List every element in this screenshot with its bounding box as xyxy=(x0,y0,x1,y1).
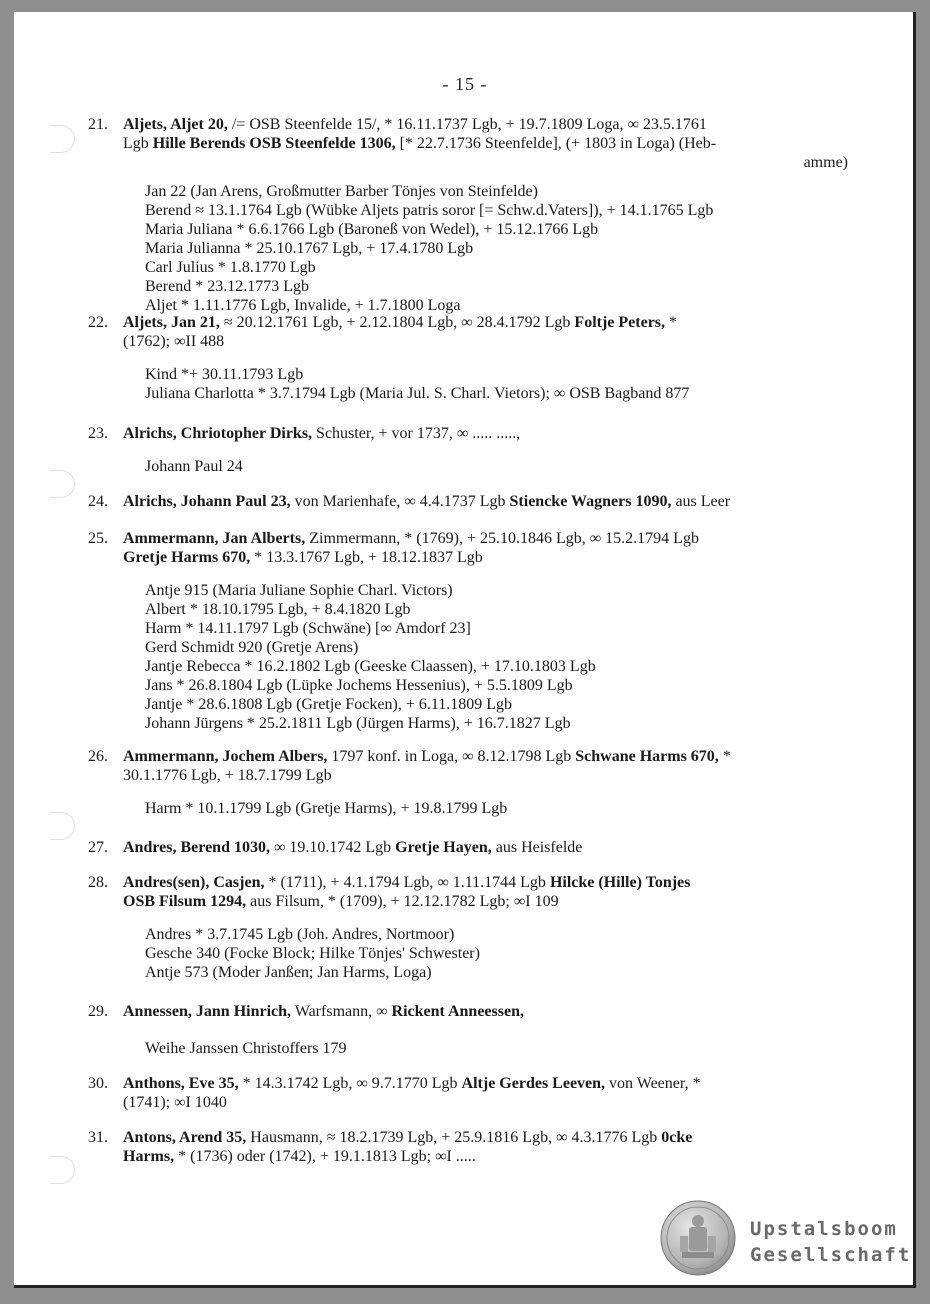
entry-28 xyxy=(88,873,858,982)
entry-line xyxy=(123,1128,858,1147)
entry-27 xyxy=(88,838,858,857)
child-item: Antje 915 (Maria Juliane Sophie Charl. Victors) xyxy=(145,582,453,599)
child-item: Harm * 10.1.1799 Lgb (Gretje Harms), + 19.8.1799 Lgb xyxy=(145,800,508,817)
entry-number: 28. xyxy=(88,874,108,891)
spouse-name: Altje Gerdes Leeven, xyxy=(461,1075,606,1092)
child-item: Antje 573 (Moder Janßen; Jan Harms, Loga) xyxy=(145,964,432,981)
entry-name: Aljets, Aljet 20, xyxy=(123,116,228,133)
entry-text: Hausmann, ≈ 18.2.1739 Lgb, + 25.9.1816 Lgb, ∞ 4.3.1776 Lgb xyxy=(246,1129,662,1146)
child-item: Berend * 23.12.1773 Lgb xyxy=(145,278,309,295)
logo-line-2: Gesellschaft xyxy=(750,1244,912,1266)
child-item: Gerd Schmidt 920 (Gretje Arens) xyxy=(145,639,359,656)
entry-number: 27. xyxy=(88,839,108,856)
spouse-name: Gretje Hayen, xyxy=(395,839,492,856)
entry-line: amme) xyxy=(803,154,848,171)
entry-line xyxy=(123,1002,858,1021)
entry-name: Alrichs, Johann Paul 23, xyxy=(123,493,291,510)
children-list xyxy=(145,581,858,733)
entry-line: (1741); ∞I 1040 xyxy=(123,1094,227,1111)
entry-name: Anthons, Eve 35, xyxy=(123,1075,239,1092)
entry-line xyxy=(123,492,858,511)
entry-text: von Weener, * xyxy=(605,1075,701,1092)
page-number: - 15 - xyxy=(442,74,488,94)
entry-text: * 13.3.1767 Lgb, + 18.12.1837 Lgb xyxy=(250,549,483,566)
spouse-name: OSB Filsum 1294, xyxy=(123,893,247,910)
child-item: Jantje * 28.6.1808 Lgb (Gretje Focken), + 6.11.1809 Lgb xyxy=(145,696,513,713)
child-item: Juliana Charlotta * 3.7.1794 Lgb (Maria Jul. S. Charl. Vietors); ∞ OSB Bagband 877 xyxy=(145,385,690,402)
entry-number: 22. xyxy=(88,314,108,331)
child-item: Maria Juliana * 6.6.1766 Lgb (Baroneß von Wedel), + 15.12.1766 Lgb xyxy=(145,221,599,238)
child-item: Weihe Janssen Christoffers 179 xyxy=(145,1040,347,1057)
entry-name: Andres, Berend 1030, xyxy=(123,839,270,856)
entry-text: * (1711), + 4.1.1794 Lgb, ∞ 1.11.1744 Lgb xyxy=(264,874,550,891)
spouse-name: Foltje Peters, xyxy=(574,314,666,331)
entry-number: 25. xyxy=(88,530,108,547)
entry-name: Annessen, Jann Hinrich, xyxy=(123,1003,292,1020)
entry-number: 24. xyxy=(88,493,108,510)
entry-number: 21. xyxy=(88,116,108,133)
child-item: Johann Paul 24 xyxy=(145,458,243,475)
society-name xyxy=(750,1216,911,1268)
entry-text: /= OSB Steenfelde 15/, * 16.11.1737 Lgb, + 19.7.1809 Loga, ∞ 23.5.1761 xyxy=(227,116,707,133)
entry-name: Andres(sen), Casjen, xyxy=(123,874,265,891)
entry-21 xyxy=(88,115,858,315)
entry-line: (1762); ∞II 488 xyxy=(123,333,225,350)
spouse-name: Stiencke Wagners 1090, xyxy=(509,493,672,510)
entry-text: * 14.3.1742 Lgb, ∞ 9.7.1770 Lgb xyxy=(238,1075,462,1092)
child-item: Johann Jürgens * 25.2.1811 Lgb (Jürgen Harms), + 16.7.1827 Lgb xyxy=(145,715,571,732)
entry-30 xyxy=(88,1074,858,1112)
entry-line xyxy=(123,424,858,443)
entry-text: von Marienhafe, ∞ 4.4.1737 Lgb xyxy=(290,493,510,510)
entry-text: * xyxy=(718,748,731,765)
entry-number: 26. xyxy=(88,748,108,765)
child-item: Carl Julius * 1.8.1770 Lgb xyxy=(145,259,316,276)
child-item: Jan 22 (Jan Arens, Großmutter Barber Tönjes von Steinfelde) xyxy=(145,183,538,200)
entry-line xyxy=(123,529,858,548)
child-item: Berend ≈ 13.1.1764 Lgb (Wübke Aljets patris soror [= Schw.d.Vaters]), + 14.1.1765 Lgb xyxy=(145,202,714,219)
spouse-name: Gretje Harms 670, xyxy=(123,549,251,566)
entry-name: Ammermann, Jan Alberts, xyxy=(123,530,306,547)
entry-name: Antons, Arend 35, xyxy=(123,1129,247,1146)
entry-text: Lgb xyxy=(123,135,153,152)
children-list xyxy=(145,365,858,403)
entry-line xyxy=(123,1147,858,1166)
child-item: Kind *+ 30.11.1793 Lgb xyxy=(145,366,304,383)
spouse-name: Rickent Anneessen, xyxy=(391,1003,524,1020)
entry-line xyxy=(123,892,858,911)
entry-line xyxy=(123,115,858,134)
entry-29 xyxy=(88,1002,858,1058)
entry-name: Aljets, Jan 21, xyxy=(123,314,220,331)
entry-number: 23. xyxy=(88,425,108,442)
entry-22 xyxy=(88,313,858,403)
entry-text: * xyxy=(665,314,678,331)
child-item: Aljet * 1.11.1776 Lgb, Invalide, + 1.7.1800 Loga xyxy=(145,297,461,314)
entry-name: Alrichs, Chriotopher Dirks, xyxy=(123,425,313,442)
entry-text: aus Heisfelde xyxy=(491,839,583,856)
child-item: Maria Julianna * 25.10.1767 Lgb, + 17.4.1780 Lgb xyxy=(145,240,474,257)
entry-number: 30. xyxy=(88,1075,108,1092)
entry-line: 30.1.1776 Lgb, + 18.7.1799 Lgb xyxy=(123,767,332,784)
entry-line xyxy=(123,838,858,857)
entry-text: * (1736) oder (1742), + 19.1.1813 Lgb; ∞I ..... xyxy=(174,1148,476,1165)
entry-line xyxy=(123,313,858,332)
entry-text: ≈ 20.12.1761 Lgb, + 2.12.1804 Lgb, ∞ 28.4.1792 Lgb xyxy=(219,314,575,331)
entry-line xyxy=(123,873,858,892)
entry-text: ∞ 19.10.1742 Lgb xyxy=(269,839,396,856)
entry-line xyxy=(123,134,858,153)
children-list xyxy=(145,457,858,476)
spouse-name: 0cke xyxy=(661,1129,693,1146)
entry-number: 29. xyxy=(88,1003,108,1020)
child-item: Gesche 340 (Focke Block; Hilke Tönjes' Schwester) xyxy=(145,945,480,962)
child-item: Jantje Rebecca * 16.2.1802 Lgb (Geeske Claassen), + 17.10.1803 Lgb xyxy=(145,658,596,675)
entry-text: [* 22.7.1736 Steenfelde], (+ 1803 in Loga) (Heb- xyxy=(395,135,717,152)
entry-31 xyxy=(88,1128,858,1166)
entry-text: 1797 konf. in Loga, ∞ 8.12.1798 Lgb xyxy=(327,748,576,765)
entry-name: Ammermann, Jochem Albers, xyxy=(123,748,328,765)
seal-logo-icon xyxy=(660,1200,736,1276)
children-list xyxy=(145,182,858,315)
entry-26 xyxy=(88,747,858,818)
child-item: Albert * 18.10.1795 Lgb, + 8.4.1820 Lgb xyxy=(145,601,411,618)
child-item: Andres * 3.7.1745 Lgb (Joh. Andres, Nortmoor) xyxy=(145,926,455,943)
entry-25 xyxy=(88,529,858,733)
entry-text: aus Leer xyxy=(671,493,731,510)
entry-line xyxy=(123,747,858,766)
entry-text: aus Filsum, * (1709), + 12.12.1782 Lgb; ∞I 109 xyxy=(246,893,559,910)
children-list xyxy=(145,925,858,982)
child-item: Harm * 14.11.1797 Lgb (Schwäne) [∞ Amdorf 23] xyxy=(145,620,471,637)
spouse-name: Schwane Harms 670, xyxy=(575,748,719,765)
spouse-name: Hille Berends OSB Steenfelde 1306, xyxy=(152,135,396,152)
entry-text: Zimmermann, * (1769), + 25.10.1846 Lgb, ∞ 15.2.1794 Lgb xyxy=(305,530,699,547)
spouse-name: Hilcke (Hille) Tonjes xyxy=(549,874,691,891)
entry-text: Warfsmann, ∞ xyxy=(291,1003,392,1020)
child-item: Jans * 26.8.1804 Lgb (Lüpke Jochems Hessenius), + 5.5.1809 Lgb xyxy=(145,677,573,694)
logo-line-1: Upstalsboom xyxy=(750,1218,898,1240)
entry-text: Schuster, + vor 1737, ∞ ..... ....., xyxy=(312,425,521,442)
spouse-name: Harms, xyxy=(123,1148,175,1165)
entry-23 xyxy=(88,424,858,476)
entry-line xyxy=(123,1074,858,1093)
children-list xyxy=(145,799,858,818)
entry-number: 31. xyxy=(88,1129,108,1146)
children-list xyxy=(145,1039,858,1058)
entry-line xyxy=(123,548,858,567)
entry-24 xyxy=(88,492,858,511)
